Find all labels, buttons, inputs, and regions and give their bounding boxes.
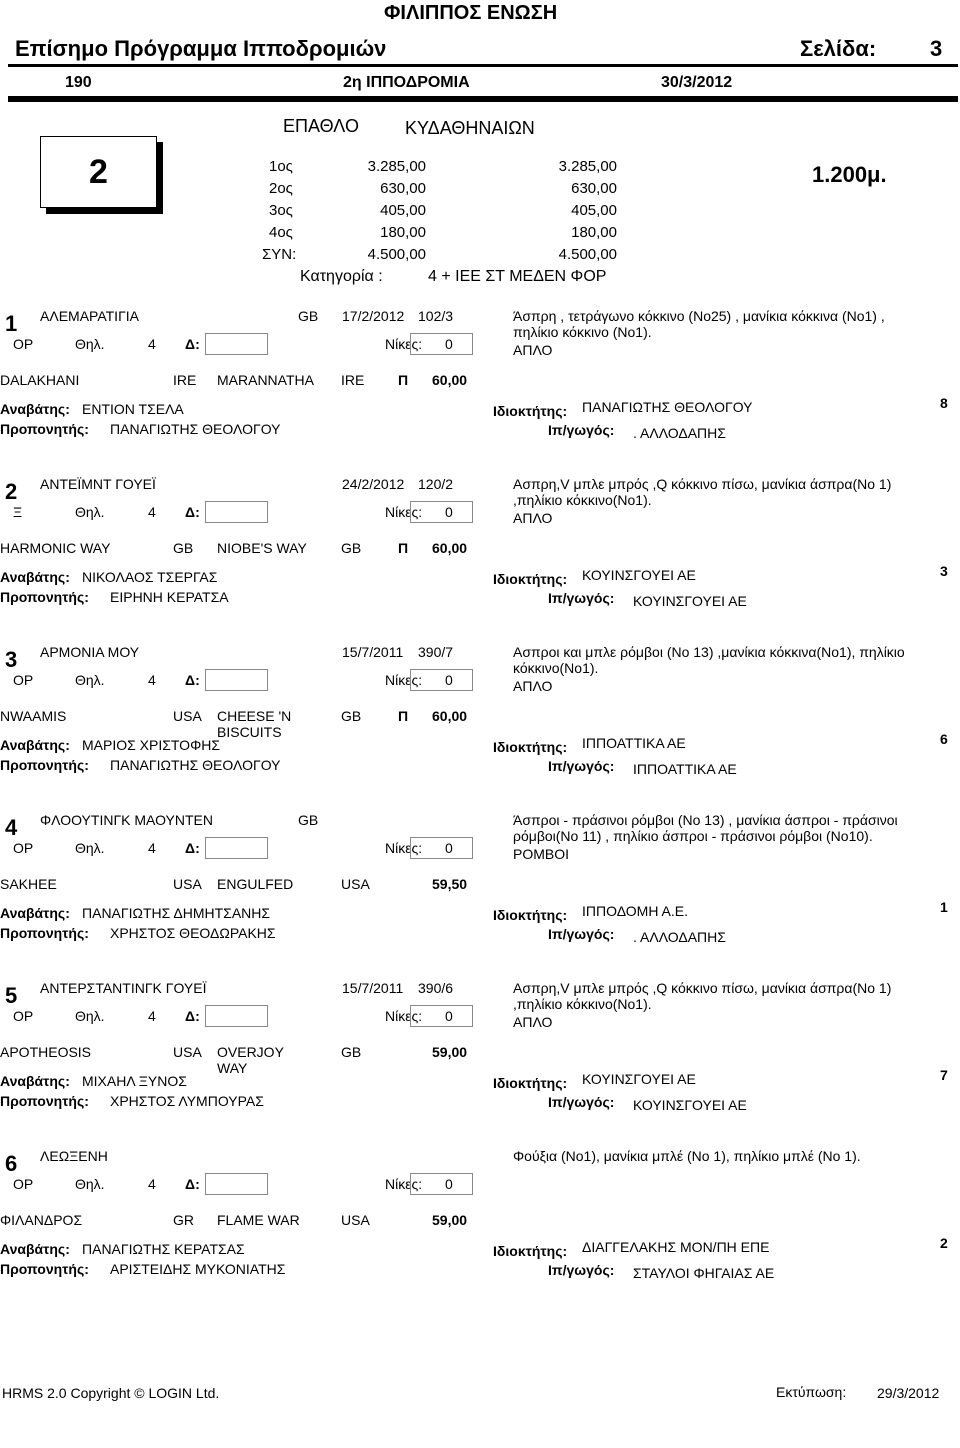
horse-code: 390/7 bbox=[418, 644, 454, 660]
wins-value: 0 bbox=[445, 840, 453, 856]
prize-amount: 180,00 bbox=[380, 224, 426, 241]
trainer-label: Προπονητής: bbox=[0, 925, 89, 941]
delta-label: Δ: bbox=[185, 336, 200, 352]
horse-age: 4 bbox=[148, 1008, 156, 1024]
wins-box bbox=[410, 1005, 473, 1027]
prize-amount: 630,00 bbox=[380, 180, 426, 197]
stable-name: ΙΠΠΟΑΤΤΙΚΑ ΑΕ bbox=[633, 761, 737, 777]
stable-name: ΚΟΥΙΝΣΓΟΥΕΙ ΑΕ bbox=[633, 1097, 747, 1113]
dam-name: ENGULFED bbox=[217, 876, 294, 892]
delta-box bbox=[205, 669, 268, 691]
stable-label: Ιπ/γωγός: bbox=[548, 590, 615, 606]
horse-origin: GB bbox=[298, 812, 319, 828]
sire-name: APOTHEOSIS bbox=[0, 1044, 92, 1060]
delta-label: Δ: bbox=[185, 1008, 200, 1024]
owner-label: Ιδιοκτήτης: bbox=[493, 739, 568, 755]
wins-label: Νίκες: bbox=[385, 840, 423, 856]
horse-name: ΑΛΕΜΑΡΑΤΙΓΙΑ bbox=[40, 308, 140, 324]
owner-label: Ιδιοκτήτης: bbox=[493, 1243, 568, 1259]
trainer-label: Προπονητής: bbox=[0, 589, 89, 605]
delta-label: Δ: bbox=[185, 840, 200, 856]
race-type: ΕΠΑΘΛΟ bbox=[283, 116, 359, 136]
wins-label: Νίκες: bbox=[385, 504, 423, 520]
horse-age: 4 bbox=[148, 1176, 156, 1192]
prize-place: ΣΥΝ: bbox=[262, 246, 297, 263]
page-label: Σελίδα: bbox=[800, 36, 877, 61]
category-value: 4 + ΙΕΕ ΣΤ ΜΕΔΕΝ ΦΟΡ bbox=[428, 268, 607, 285]
sire-origin: USA bbox=[173, 708, 202, 724]
horse-age: 4 bbox=[148, 504, 156, 520]
sire-name: ΦΙΛΑΝΔΡΟΣ bbox=[0, 1212, 83, 1228]
owner-label: Ιδιοκτήτης: bbox=[493, 907, 568, 923]
horse-sex: Θηλ. bbox=[75, 504, 105, 520]
race-number-box bbox=[40, 136, 157, 208]
trainer-name: ΧΡΗΣΤΟΣ ΘΕΟΔΩΡΑΚΗΣ bbox=[110, 925, 276, 941]
horse-number: 6 bbox=[5, 1151, 18, 1176]
stable-name: . ΑΛΛΟΔΑΠΗΣ bbox=[633, 425, 726, 441]
prize-amount-2: 405,00 bbox=[571, 202, 617, 219]
prize-amount-2: 180,00 bbox=[571, 224, 617, 241]
wins-value: 0 bbox=[445, 336, 453, 352]
draw-number: 6 bbox=[940, 731, 948, 747]
header-rule-bottom bbox=[8, 96, 958, 102]
silks-description: Ασπρη,V μπλε μπρός ,Q κόκκινο πίσω, μανίκια άσπρα(Νο 1) ,πηλίκιο κόκκινο(Νο1). bbox=[513, 980, 892, 1013]
owner-name: ΠΑΝΑΓΙΩΤΗΣ ΘΕΟΛΟΓΟΥ bbox=[582, 399, 753, 415]
dam-origin: USA bbox=[341, 1212, 370, 1228]
dam-origin: IRE bbox=[341, 372, 365, 388]
jockey-name: ΠΑΝΑΓΙΩΤΗΣ ΔΗΜΗΤΣΑΝΗΣ bbox=[82, 905, 271, 921]
draw-number: 2 bbox=[940, 1235, 948, 1251]
horse-entry bbox=[0, 1148, 960, 1448]
carried-weight: 60,00 bbox=[432, 372, 468, 388]
stable-name: ΚΟΥΙΝΣΓΟΥΕΙ ΑΕ bbox=[633, 593, 747, 609]
silks-description: Άσπρη , τετράγωνο κόκκινο (Νο25) , μανίκια κόκκινα (Νο1) , πηλίκιο κόκκινο (Νο1). bbox=[513, 308, 885, 341]
race-distance: 1.200μ. bbox=[812, 162, 887, 187]
prize-place: 1ος bbox=[269, 158, 293, 175]
trainer-name: ΕΙΡΗΝΗ ΚΕΡΑΤΣΑ bbox=[110, 589, 229, 605]
horse-age: 4 bbox=[148, 336, 156, 352]
dam-origin: GB bbox=[341, 708, 362, 724]
stable-label: Ιπ/γωγός: bbox=[548, 1262, 615, 1278]
horse-color: ΟΡ bbox=[13, 336, 34, 352]
horse-birthdate: 15/7/2011 bbox=[342, 980, 404, 996]
horse-color: Ξ bbox=[13, 504, 23, 520]
owner-label: Ιδιοκτήτης: bbox=[493, 1075, 568, 1091]
delta-label: Δ: bbox=[185, 504, 200, 520]
sire-origin: USA bbox=[173, 876, 202, 892]
draw-number: 7 bbox=[940, 1067, 948, 1083]
owner-name: ΔΙΑΓΓΕΛΑΚΗΣ ΜΟΝ/ΠΗ ΕΠΕ bbox=[582, 1239, 770, 1255]
delta-label: Δ: bbox=[185, 672, 200, 688]
sire-origin: IRE bbox=[173, 372, 197, 388]
dam-name: MARANNATHA bbox=[217, 372, 314, 388]
trainer-name: ΠΑΝΑΓΙΩΤΗΣ ΘΕΟΛΟΓΟΥ bbox=[110, 757, 281, 773]
draw-number: 3 bbox=[940, 563, 948, 579]
jockey-label: Αναβάτης: bbox=[0, 905, 70, 921]
category-label: Κατηγορία : bbox=[300, 268, 383, 285]
horse-name: ΑΝΤΕΡΣΤΑΝΤΙΝΓΚ ΓΟΥΕΪ bbox=[40, 980, 207, 996]
carried-weight: 59,50 bbox=[432, 876, 468, 892]
horse-sex: Θηλ. bbox=[75, 1176, 105, 1192]
prize-amount: 4.500,00 bbox=[367, 246, 426, 263]
jockey-name: ΜΙΧΑΗΛ ΞΥΝΟΣ bbox=[82, 1073, 187, 1089]
horse-color: ΟΡ bbox=[13, 1176, 34, 1192]
stable-name: . ΑΛΛΟΔΑΠΗΣ bbox=[633, 929, 726, 945]
race-day: 2η ΙΠΠΟΔΡΟΜΙΑ bbox=[343, 74, 470, 91]
jockey-name: ΕΝΤΙΟΝ ΤΣΕΛΑ bbox=[82, 401, 184, 417]
jockey-name: ΝΙΚΟΛΑΟΣ ΤΣΕΡΓΑΣ bbox=[82, 569, 218, 585]
horse-age: 4 bbox=[148, 840, 156, 856]
prize-amount: 405,00 bbox=[380, 202, 426, 219]
dam-name: NIOBE'S WAY bbox=[217, 540, 307, 556]
jockey-label: Αναβάτης: bbox=[0, 737, 70, 753]
horse-code: 102/3 bbox=[418, 308, 454, 324]
horse-number: 2 bbox=[5, 479, 18, 504]
horse-age: 4 bbox=[148, 672, 156, 688]
horse-name: ΑΝΤΕΪΜΝΤ ΓΟΥΕΪ bbox=[40, 476, 156, 492]
apparel: ΑΠΛΟ bbox=[513, 342, 553, 358]
horse-color: ΟΡ bbox=[13, 840, 34, 856]
trainer-label: Προπονητής: bbox=[0, 757, 89, 773]
stable-label: Ιπ/γωγός: bbox=[548, 422, 615, 438]
horse-birthdate: 17/2/2012 bbox=[342, 308, 405, 324]
dam-origin: USA bbox=[341, 876, 370, 892]
sire-origin: GB bbox=[173, 540, 194, 556]
wins-label: Νίκες: bbox=[385, 672, 423, 688]
jockey-label: Αναβάτης: bbox=[0, 569, 70, 585]
sire-name: NWAAMIS bbox=[0, 708, 67, 724]
prize-place: 4ος bbox=[269, 224, 293, 241]
wins-box bbox=[410, 837, 473, 859]
jockey-name: ΠΑΝΑΓΙΩΤΗΣ ΚΕΡΑΤΣΑΣ bbox=[82, 1241, 245, 1257]
delta-box bbox=[205, 837, 268, 859]
stable-label: Ιπ/γωγός: bbox=[548, 758, 615, 774]
silks-description: Άσπροι - πράσινοι ρόμβοι (Νο 13) , μανίκια άσπροι - πράσινοι ρόμβοι(Νο 11) , πηλίκιο άσπροι - πράσινοι ρόμβοι (Νο10). bbox=[513, 812, 898, 845]
wins-value: 0 bbox=[445, 672, 453, 688]
apparel: ΑΠΛΟ bbox=[513, 1014, 553, 1030]
horse-color: ΟΡ bbox=[13, 1008, 34, 1024]
meeting-date: 30/3/2012 bbox=[661, 74, 733, 91]
carried-weight: 60,00 bbox=[432, 540, 468, 556]
trainer-label: Προπονητής: bbox=[0, 421, 89, 437]
dam-name: CHEESE 'N BISCUITS bbox=[217, 708, 292, 741]
p-mark: Π bbox=[398, 708, 409, 724]
meeting-number: 190 bbox=[65, 74, 92, 91]
delta-box bbox=[205, 333, 268, 355]
wins-box bbox=[410, 501, 473, 523]
page-number: 3 bbox=[930, 36, 943, 61]
horse-number: 5 bbox=[5, 983, 18, 1008]
owner-label: Ιδιοκτήτης: bbox=[493, 571, 568, 587]
p-mark: Π bbox=[398, 372, 409, 388]
sire-name: HARMONIC WAY bbox=[0, 540, 111, 556]
print-date: 29/3/2012 bbox=[877, 1385, 940, 1401]
trainer-name: ΧΡΗΣΤΟΣ ΛΥΜΠΟΥΡΑΣ bbox=[110, 1093, 264, 1109]
wins-label: Νίκες: bbox=[385, 1176, 423, 1192]
carried-weight: 60,00 bbox=[432, 708, 468, 724]
print-label: Εκτύπωση: bbox=[776, 1384, 847, 1400]
stable-label: Ιπ/γωγός: bbox=[548, 1094, 615, 1110]
horse-origin: GB bbox=[298, 308, 319, 324]
horse-color: ΟΡ bbox=[13, 672, 34, 688]
prize-place: 2ος bbox=[269, 180, 293, 197]
program-title: Επίσημο Πρόγραμμα Ιπποδρομιών bbox=[15, 36, 387, 61]
stable-name: ΣΤΑΥΛΟΙ ΦΗΓΑΙΑΣ ΑΕ bbox=[633, 1265, 775, 1281]
horse-birthdate: 15/7/2011 bbox=[342, 644, 404, 660]
wins-label: Νίκες: bbox=[385, 1008, 423, 1024]
wins-box bbox=[410, 333, 473, 355]
carried-weight: 59,00 bbox=[432, 1212, 468, 1228]
wins-value: 0 bbox=[445, 1176, 453, 1192]
dam-origin: GB bbox=[341, 540, 362, 556]
dam-origin: GB bbox=[341, 1044, 362, 1060]
horse-sex: Θηλ. bbox=[75, 336, 105, 352]
wins-label: Νίκες: bbox=[385, 336, 423, 352]
horse-name: ΛΕΩΞΕΝΗ bbox=[40, 1148, 108, 1164]
trainer-name: ΠΑΝΑΓΙΩΤΗΣ ΘΕΟΛΟΓΟΥ bbox=[110, 421, 281, 437]
apparel: ΑΠΛΟ bbox=[513, 510, 553, 526]
dam-name: OVERJOY WAY bbox=[217, 1044, 284, 1077]
race-name: ΚΥΔΑΘΗΝΑΙΩΝ bbox=[405, 118, 535, 138]
prize-amount-2: 3.285,00 bbox=[558, 158, 617, 175]
prize-amount-2: 4.500,00 bbox=[558, 246, 617, 263]
prize-amount: 3.285,00 bbox=[367, 158, 426, 175]
jockey-label: Αναβάτης: bbox=[0, 1073, 70, 1089]
stable-label: Ιπ/γωγός: bbox=[548, 926, 615, 942]
horse-name: ΑΡΜΟΝΙΑ ΜΟΥ bbox=[40, 644, 140, 660]
prize-place: 3ος bbox=[269, 202, 293, 219]
wins-box bbox=[410, 669, 473, 691]
sire-name: SAKHEE bbox=[0, 876, 57, 892]
wins-box bbox=[410, 1173, 473, 1195]
silks-description: Φούξια (Νο1), μανίκια μπλέ (Νο 1), πηλίκιο μπλέ (Νο 1). bbox=[513, 1148, 861, 1164]
carried-weight: 59,00 bbox=[432, 1044, 468, 1060]
jockey-label: Αναβάτης: bbox=[0, 1241, 70, 1257]
horse-number: 3 bbox=[5, 647, 18, 672]
header-rule bbox=[8, 64, 958, 67]
owner-label: Ιδιοκτήτης: bbox=[493, 403, 568, 419]
sire-origin: GR bbox=[173, 1212, 194, 1228]
prize-amount-2: 630,00 bbox=[571, 180, 617, 197]
dam-name: FLAME WAR bbox=[217, 1212, 300, 1228]
sire-name: DALAKHANI bbox=[0, 372, 80, 388]
draw-number: 1 bbox=[940, 899, 948, 915]
horse-number: 4 bbox=[5, 815, 18, 840]
horse-code: 390/6 bbox=[418, 980, 454, 996]
silks-description: Ασπρη,V μπλε μπρός ,Q κόκκινο πίσω, μανίκια άσπρα(Νο 1) ,πηλίκιο κόκκινο(Νο1). bbox=[513, 476, 892, 509]
delta-label: Δ: bbox=[185, 1176, 200, 1192]
wins-value: 0 bbox=[445, 504, 453, 520]
owner-name: ΚΟΥΙΝΣΓΟΥΕΙ ΑΕ bbox=[582, 1071, 696, 1087]
apparel: ΡΟΜΒΟΙ bbox=[513, 846, 570, 862]
delta-box bbox=[205, 1005, 268, 1027]
trainer-name: ΑΡΙΣΤΕΙΔΗΣ ΜΥΚΟΝΙΑΤΗΣ bbox=[110, 1261, 286, 1277]
horse-birthdate: 24/2/2012 bbox=[342, 476, 405, 492]
owner-name: ΚΟΥΙΝΣΓΟΥΕΙ ΑΕ bbox=[582, 567, 696, 583]
race-number: 2 bbox=[89, 152, 108, 191]
owner-name: ΙΠΠΟΑΤΤΙΚΑ ΑΕ bbox=[582, 735, 686, 751]
p-mark: Π bbox=[398, 540, 409, 556]
jockey-name: ΜΑΡΙΟΣ ΧΡΙΣΤΟΦΗΣ bbox=[82, 737, 221, 753]
delta-box bbox=[205, 1173, 268, 1195]
horse-number: 1 bbox=[5, 311, 18, 336]
jockey-label: Αναβάτης: bbox=[0, 401, 70, 417]
horse-name: ΦΛΟΟΥΤΙΝΓΚ ΜΑΟΥΝΤΕΝ bbox=[40, 812, 213, 828]
horse-sex: Θηλ. bbox=[75, 672, 105, 688]
copyright: HRMS 2.0 Copyright © LOGIN Ltd. bbox=[2, 1385, 220, 1401]
silks-description: Ασπροι και μπλε ρόμβοι (Νο 13) ,μανίκια κόκκινα(Νο1), πηλίκιο κόκκινο(Νο1). bbox=[513, 644, 905, 677]
horse-code: 120/2 bbox=[418, 476, 454, 492]
sire-origin: USA bbox=[173, 1044, 202, 1060]
horse-sex: Θηλ. bbox=[75, 1008, 105, 1024]
owner-name: ΙΠΠΟΔΟΜΗ Α.Ε. bbox=[582, 903, 688, 919]
trainer-label: Προπονητής: bbox=[0, 1261, 89, 1277]
venue-title: ΦΙΛΙΠΠΟΣ ΕΝΩΣΗ bbox=[384, 2, 558, 24]
delta-box bbox=[205, 501, 268, 523]
trainer-label: Προπονητής: bbox=[0, 1093, 89, 1109]
draw-number: 8 bbox=[940, 395, 948, 411]
horse-sex: Θηλ. bbox=[75, 840, 105, 856]
apparel: ΑΠΛΟ bbox=[513, 678, 553, 694]
wins-value: 0 bbox=[445, 1008, 453, 1024]
